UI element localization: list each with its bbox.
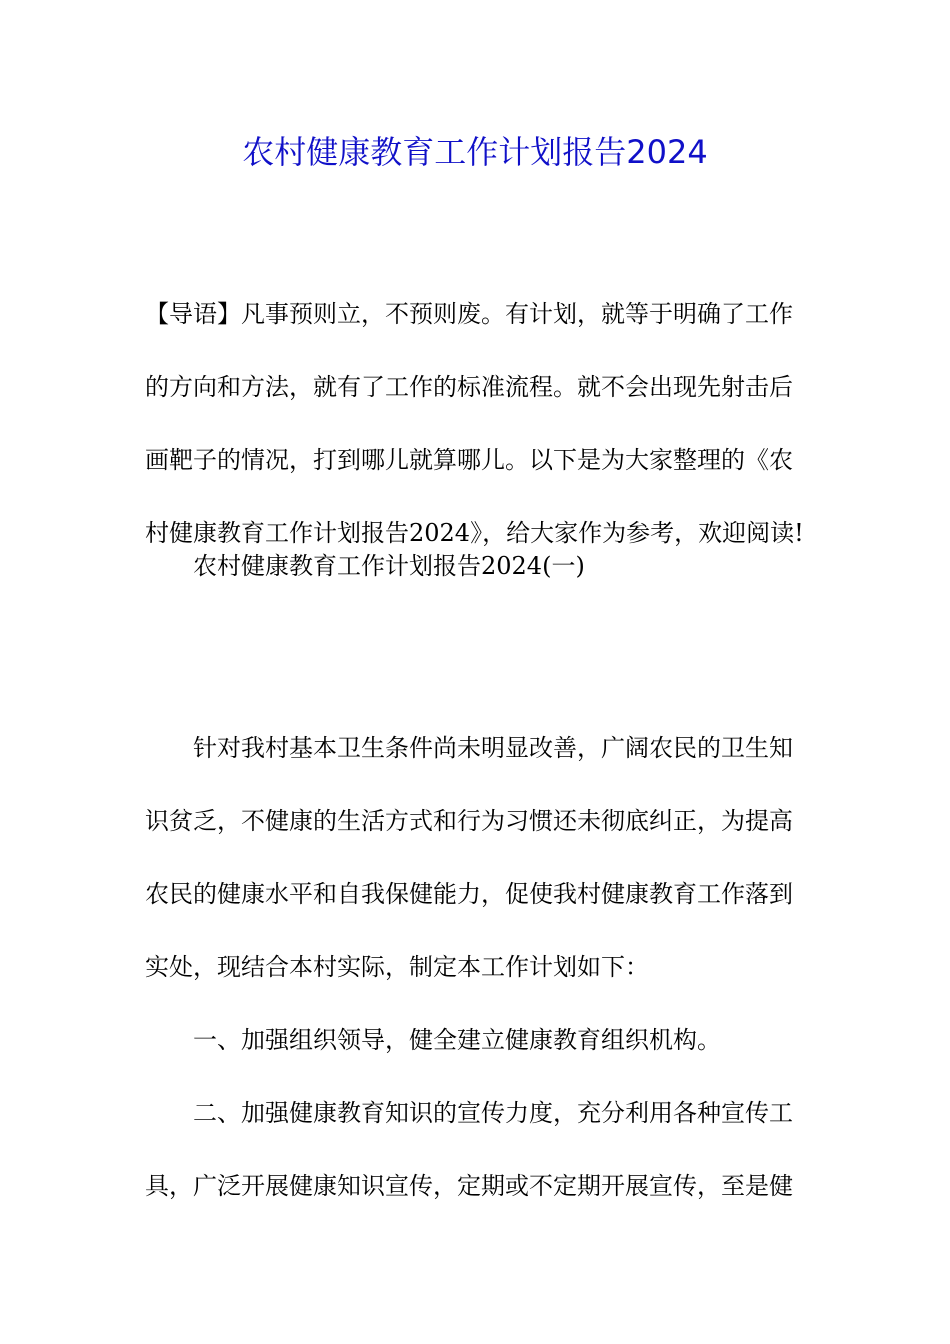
intro-line: 的方向和方法，就有了工作的标准流程。就不会出现先射击后 (145, 373, 793, 401)
paragraph-line: 农民的健康水平和自我保健能力，促使我村健康教育工作落到 (145, 880, 793, 908)
paragraph-line: 一、加强组织领导，健全建立健康教育组织机构。 (193, 1026, 721, 1054)
body-paragraph-1 (145, 712, 805, 1004)
list-item-1 (145, 1004, 805, 1077)
section-title: 农村健康教育工作计划报告2024(一) (193, 552, 585, 580)
intro-paragraph (145, 278, 805, 570)
intro-line: 村健康教育工作计划报告2024》，给大家作为参考，欢迎阅读! (145, 519, 804, 547)
document-title: 农村健康教育工作计划报告2024 (242, 133, 708, 171)
paragraph-line: 识贫乏，不健康的生活方式和行为习惯还未彻底纠正，为提高 (145, 807, 793, 835)
paragraph-line: 实处，现结合本村实际，制定本工作计划如下： (145, 953, 649, 981)
paragraph-line: 具，广泛开展健康知识宣传，定期或不定期开展宣传，至是健 (145, 1172, 793, 1200)
intro-line: 【导语】凡事预则立，不预则废。有计划，就等于明确了工作 (145, 300, 793, 328)
list-item-2 (145, 1077, 805, 1223)
intro-line: 画靶子的情况，打到哪儿就算哪儿。以下是为大家整理的《农 (145, 446, 793, 474)
paragraph-line: 针对我村基本卫生条件尚未明显改善，广阔农民的卫生知 (193, 734, 793, 762)
paragraph-line: 二、加强健康教育知识的宣传力度，充分利用各种宣传工 (193, 1099, 793, 1127)
